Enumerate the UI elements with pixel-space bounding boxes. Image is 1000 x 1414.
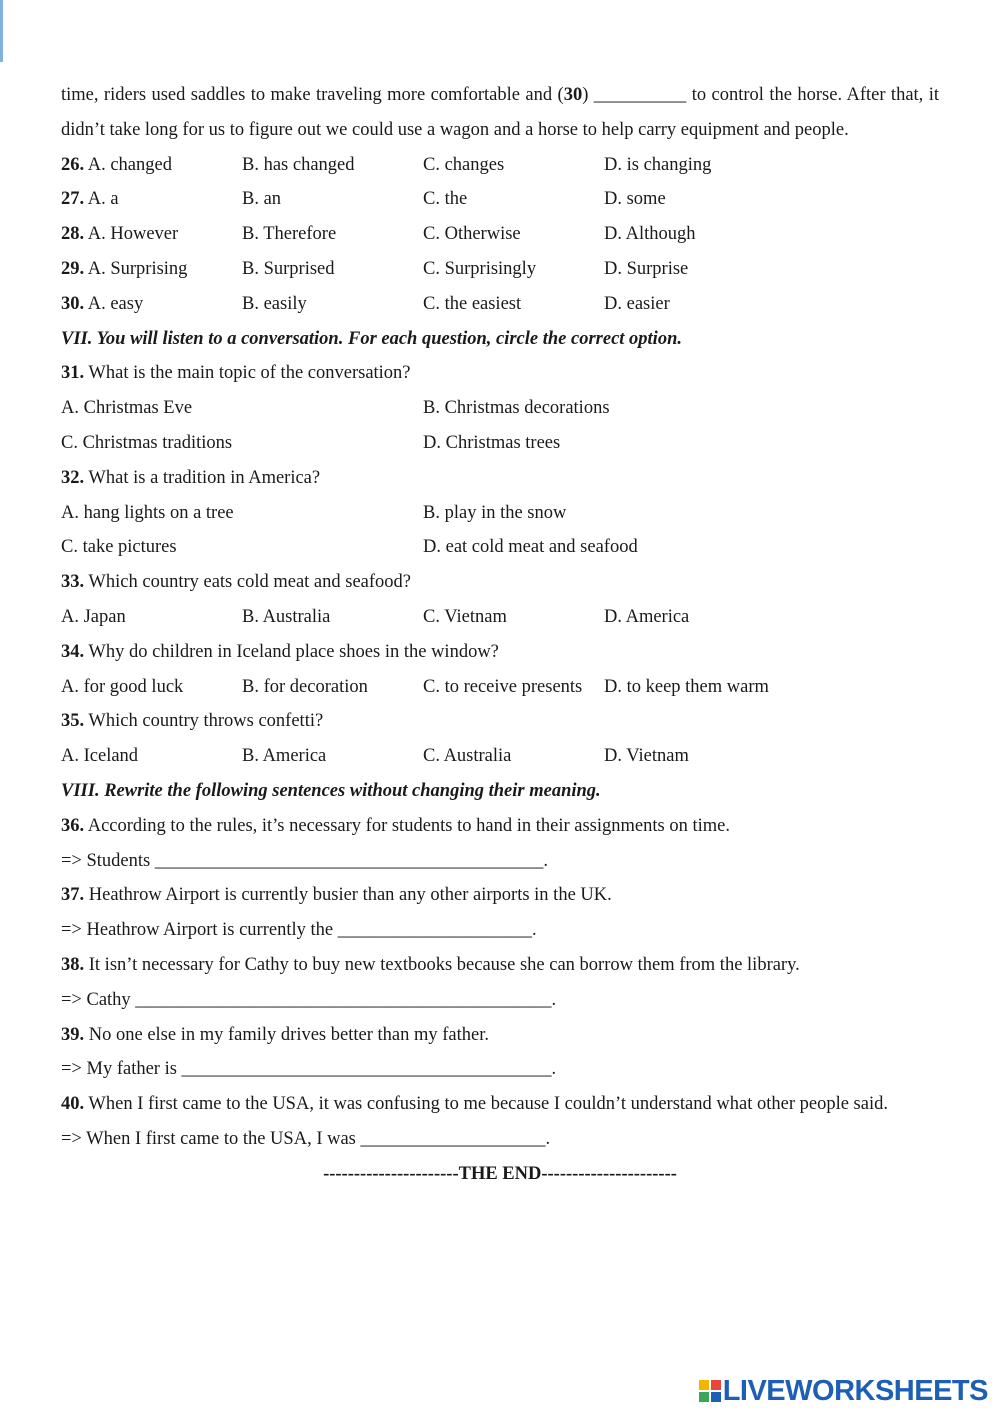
option-a[interactable]: A. Christmas Eve	[61, 398, 193, 419]
question-text: Why do children in Iceland place shoes in the window?	[84, 641, 499, 662]
question-number: 40.	[61, 1094, 85, 1115]
option-b[interactable]: B. easily	[242, 293, 307, 314]
option-c[interactable]: C. Australia	[423, 746, 512, 767]
option-d[interactable]: D. is changing	[604, 154, 712, 175]
option-a[interactable]: A. Japan	[61, 606, 126, 627]
answer-line[interactable]: => When I first came to the USA, I was ____________________.	[61, 1128, 551, 1149]
option-b[interactable]: B. Surprised	[242, 258, 335, 279]
question-32	[61, 461, 939, 496]
question-36	[61, 809, 939, 844]
question-row	[61, 287, 939, 322]
option-a-text: A. a	[87, 189, 119, 210]
option-d[interactable]: D. some	[604, 189, 666, 210]
option-c[interactable]: C. Christmas traditions	[61, 432, 233, 453]
question-number: 28.	[61, 224, 85, 245]
question-number: 35.	[61, 711, 85, 732]
end-marker: ----------------------THE END----------------------	[323, 1163, 677, 1184]
answer-row	[61, 600, 939, 635]
option-c[interactable]: C. Vietnam	[423, 606, 507, 627]
answer-row	[61, 670, 939, 705]
passage-text-after: ) __________ to control the horse. After that, it didn’t take long for us to figure out we could use a wagon and a horse to help carry equipment and people.	[61, 85, 939, 140]
answer-row	[61, 391, 939, 426]
question-number: 36.	[61, 815, 85, 836]
question-31	[61, 356, 939, 391]
liveworksheets-logo-icon	[699, 1380, 721, 1402]
option-c[interactable]: C. Otherwise	[423, 224, 521, 245]
option-a[interactable]	[61, 252, 187, 287]
question-text: Heathrow Airport is currently busier than any other airports in the UK.	[84, 885, 612, 906]
worksheet-content	[61, 78, 939, 1192]
question-37	[61, 878, 939, 913]
question-number: 27.	[61, 189, 85, 210]
option-c[interactable]: C. to receive presents	[423, 676, 583, 697]
question-number: 38.	[61, 954, 85, 975]
question-row	[61, 148, 939, 183]
question-text: Which country eats cold meat and seafood?	[84, 572, 412, 593]
question-number: 37.	[61, 885, 85, 906]
question-33	[61, 565, 939, 600]
question-number: 29.	[61, 258, 85, 279]
option-b[interactable]: B. an	[242, 189, 282, 210]
option-a[interactable]	[61, 148, 172, 183]
answer-line[interactable]: => Heathrow Airport is currently the _____________________.	[61, 920, 537, 941]
question-text: What is the main topic of the conversation?	[84, 363, 411, 384]
option-d[interactable]: D. eat cold meat and seafood	[423, 537, 638, 558]
question-34	[61, 635, 939, 670]
answer-line[interactable]: => Students __________________________________________.	[61, 850, 548, 871]
question-number: 39.	[61, 1024, 85, 1045]
option-a-text: A. changed	[87, 154, 172, 175]
question-text: When I first came to the USA, it was confusing to me because I couldn’t understand what other people said.	[84, 1094, 888, 1115]
option-a-text: A. However	[87, 224, 179, 245]
question-row	[61, 217, 939, 252]
option-d[interactable]: D. Although	[604, 224, 696, 245]
option-d[interactable]: D. Christmas trees	[423, 432, 561, 453]
question-35	[61, 704, 939, 739]
option-b[interactable]: B. Therefore	[242, 224, 337, 245]
question-39	[61, 1018, 939, 1053]
question-40	[61, 1087, 939, 1122]
question-text: According to the rules, it’s necessary for students to hand in their assignments on time.	[84, 815, 730, 836]
passage-text-before: time, riders used saddles to make traveling more comfortable and (	[61, 85, 564, 105]
question-text: No one else in my family drives better than my father.	[84, 1024, 489, 1045]
option-a[interactable]: A. hang lights on a tree	[61, 502, 234, 523]
question-row	[61, 252, 939, 287]
option-a[interactable]	[61, 287, 143, 322]
option-b[interactable]: B. Christmas decorations	[423, 398, 610, 419]
option-a-text: A. easy	[87, 293, 144, 314]
liveworksheets-brand[interactable]	[699, 1375, 988, 1407]
page-corner-mark	[0, 0, 3, 62]
option-b[interactable]: B. has changed	[242, 154, 355, 175]
question-row	[61, 182, 939, 217]
option-a[interactable]: A. Iceland	[61, 746, 139, 767]
section-8-heading: VIII. Rewrite the following sentences without changing their meaning.	[61, 780, 601, 801]
question-number: 33.	[61, 572, 85, 593]
multiple-choice-block	[61, 148, 939, 322]
section-7-heading: VII. You will listen to a conversation. For each question, circle the correct option.	[61, 328, 682, 349]
question-38	[61, 948, 939, 983]
option-a[interactable]	[61, 182, 119, 217]
option-b[interactable]: B. Australia	[242, 606, 331, 627]
question-text: Which country throws confetti?	[84, 711, 324, 732]
option-d[interactable]: D. Vietnam	[604, 746, 689, 767]
option-d[interactable]: D. America	[604, 606, 690, 627]
option-a[interactable]	[61, 217, 178, 252]
option-c[interactable]: C. the	[423, 189, 468, 210]
answer-row	[61, 426, 939, 461]
option-d[interactable]: D. Surprise	[604, 258, 689, 279]
option-b[interactable]: B. play in the snow	[423, 502, 567, 523]
answer-row	[61, 739, 939, 774]
question-text: It isn’t necessary for Cathy to buy new textbooks because she can borrow them from the library.	[84, 954, 800, 975]
question-text: What is a tradition in America?	[84, 467, 321, 488]
answer-line[interactable]: => My father is ________________________________________.	[61, 1059, 557, 1080]
answer-row	[61, 496, 939, 531]
option-c[interactable]: C. take pictures	[61, 537, 177, 558]
answer-line[interactable]: => Cathy _____________________________________________.	[61, 989, 557, 1010]
question-number: 31.	[61, 363, 85, 384]
answer-row	[61, 530, 939, 565]
brand-name: LIVEWORKSHEETS	[722, 1374, 988, 1407]
option-b[interactable]: B. for decoration	[242, 676, 368, 697]
question-number: 30.	[61, 293, 85, 314]
passage-blank-number: 30	[563, 85, 583, 105]
option-a-text: A. Surprising	[87, 258, 188, 279]
question-number: 34.	[61, 641, 85, 662]
option-c[interactable]: C. Surprisingly	[423, 258, 537, 279]
reading-passage-end	[61, 78, 939, 148]
option-d[interactable]: D. to keep them warm	[604, 676, 769, 697]
option-b[interactable]: B. America	[242, 746, 327, 767]
option-c[interactable]: C. the easiest	[423, 293, 522, 314]
option-a[interactable]: A. for good luck	[61, 676, 184, 697]
question-number: 32.	[61, 467, 85, 488]
option-d[interactable]: D. easier	[604, 293, 670, 314]
option-c[interactable]: C. changes	[423, 154, 505, 175]
question-number: 26.	[61, 154, 85, 175]
